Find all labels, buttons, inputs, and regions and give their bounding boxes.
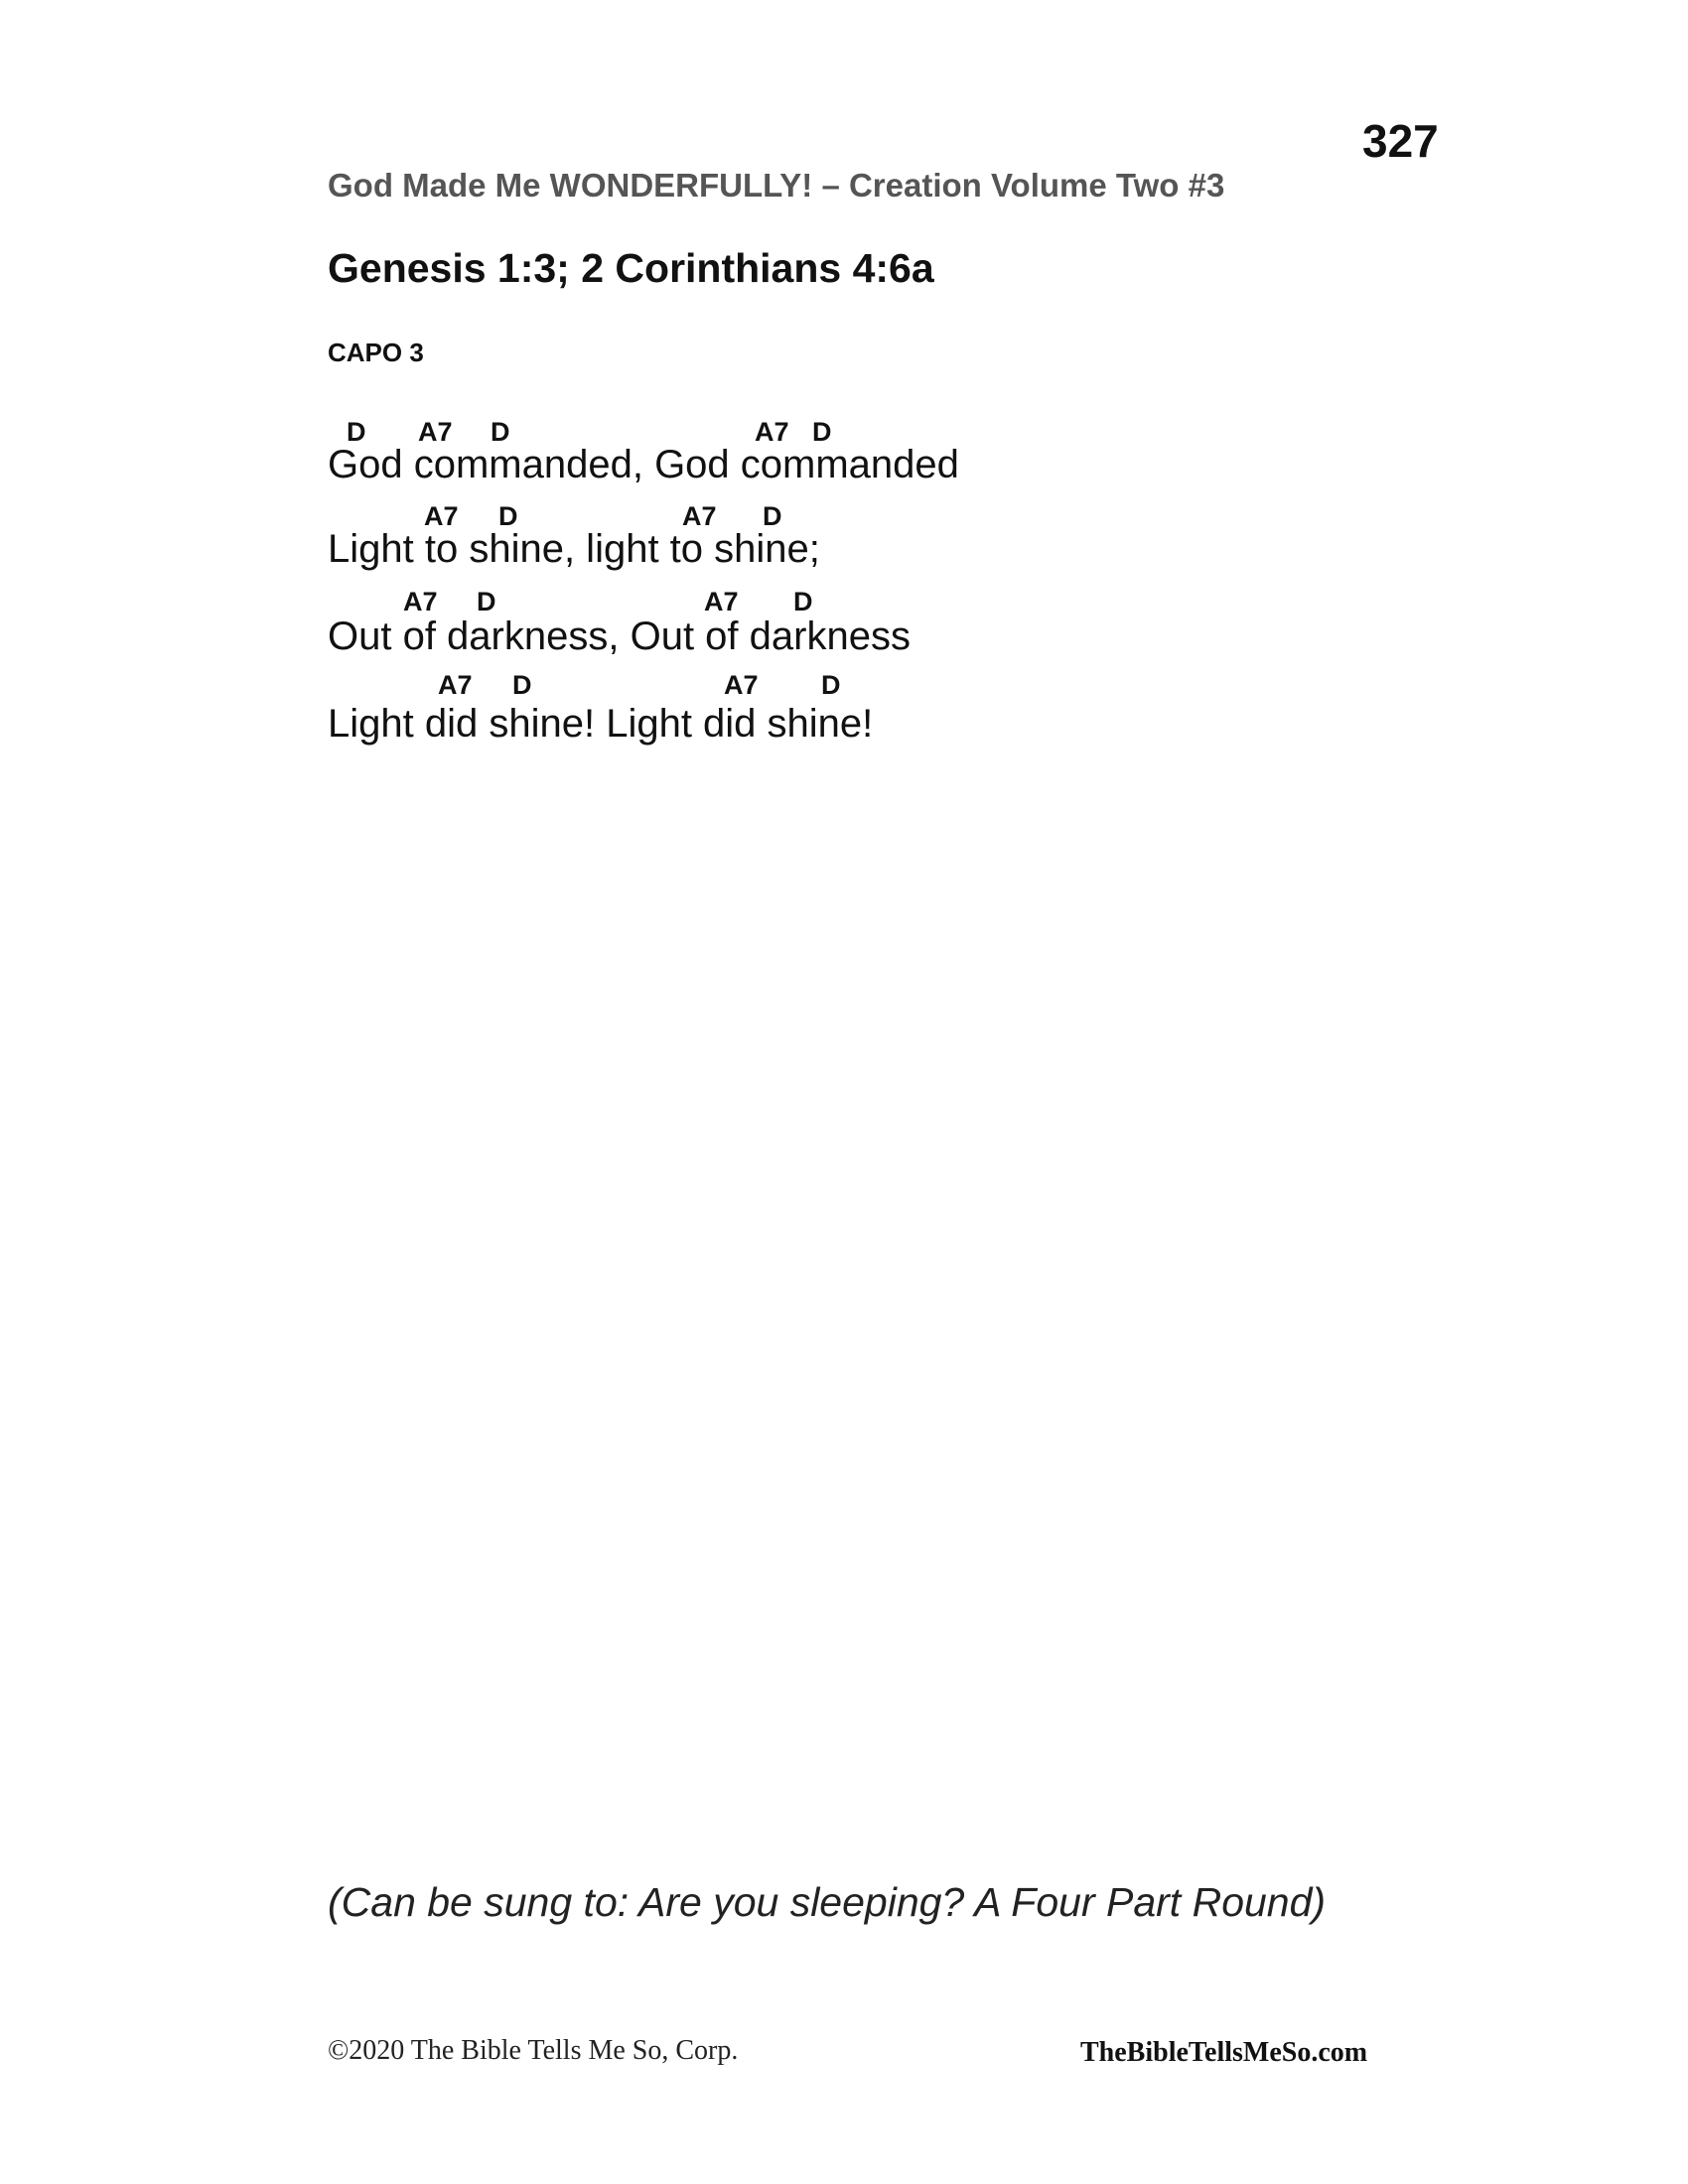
page-number: 327: [1362, 115, 1439, 167]
lyric-line: Light to shine, light to shine;: [328, 527, 820, 571]
chord: D: [491, 417, 510, 447]
chord: D: [512, 670, 532, 700]
chord: A7: [755, 417, 789, 447]
chord: D: [793, 587, 813, 616]
chord: D: [347, 417, 366, 447]
chord: A7: [438, 670, 473, 700]
chord: D: [812, 417, 832, 447]
capo-instruction: CAPO 3: [328, 338, 424, 367]
lyric-line: Light did shine! Light did shine!: [328, 702, 874, 746]
chord-row: [0, 670, 1688, 704]
chord: A7: [403, 587, 438, 616]
lyric-line: God commanded, God commanded: [328, 443, 959, 486]
website-text: TheBibleTellsMeSo.com: [1080, 2037, 1368, 2068]
chord: A7: [424, 501, 459, 531]
chord: D: [477, 587, 496, 616]
tune-note: (Can be sung to: Are you sleeping? A Four Part Round): [328, 1879, 1327, 1925]
chord-row: [0, 501, 1688, 535]
lyric-line: Out of darkness, Out of darkness: [328, 614, 911, 658]
series-title: God Made Me WONDERFULLY! – Creation Volume Two #3: [328, 167, 1225, 204]
chord: D: [498, 501, 518, 531]
chord: A7: [682, 501, 717, 531]
chord: D: [821, 670, 841, 700]
chord: D: [763, 501, 782, 531]
scripture-reference: Genesis 1:3; 2 Corinthians 4:6a: [328, 245, 934, 291]
copyright-text: ©2020 The Bible Tells Me So, Corp.: [328, 2035, 739, 2066]
chord: A7: [418, 417, 453, 447]
chord: A7: [704, 587, 739, 616]
chord: A7: [724, 670, 759, 700]
